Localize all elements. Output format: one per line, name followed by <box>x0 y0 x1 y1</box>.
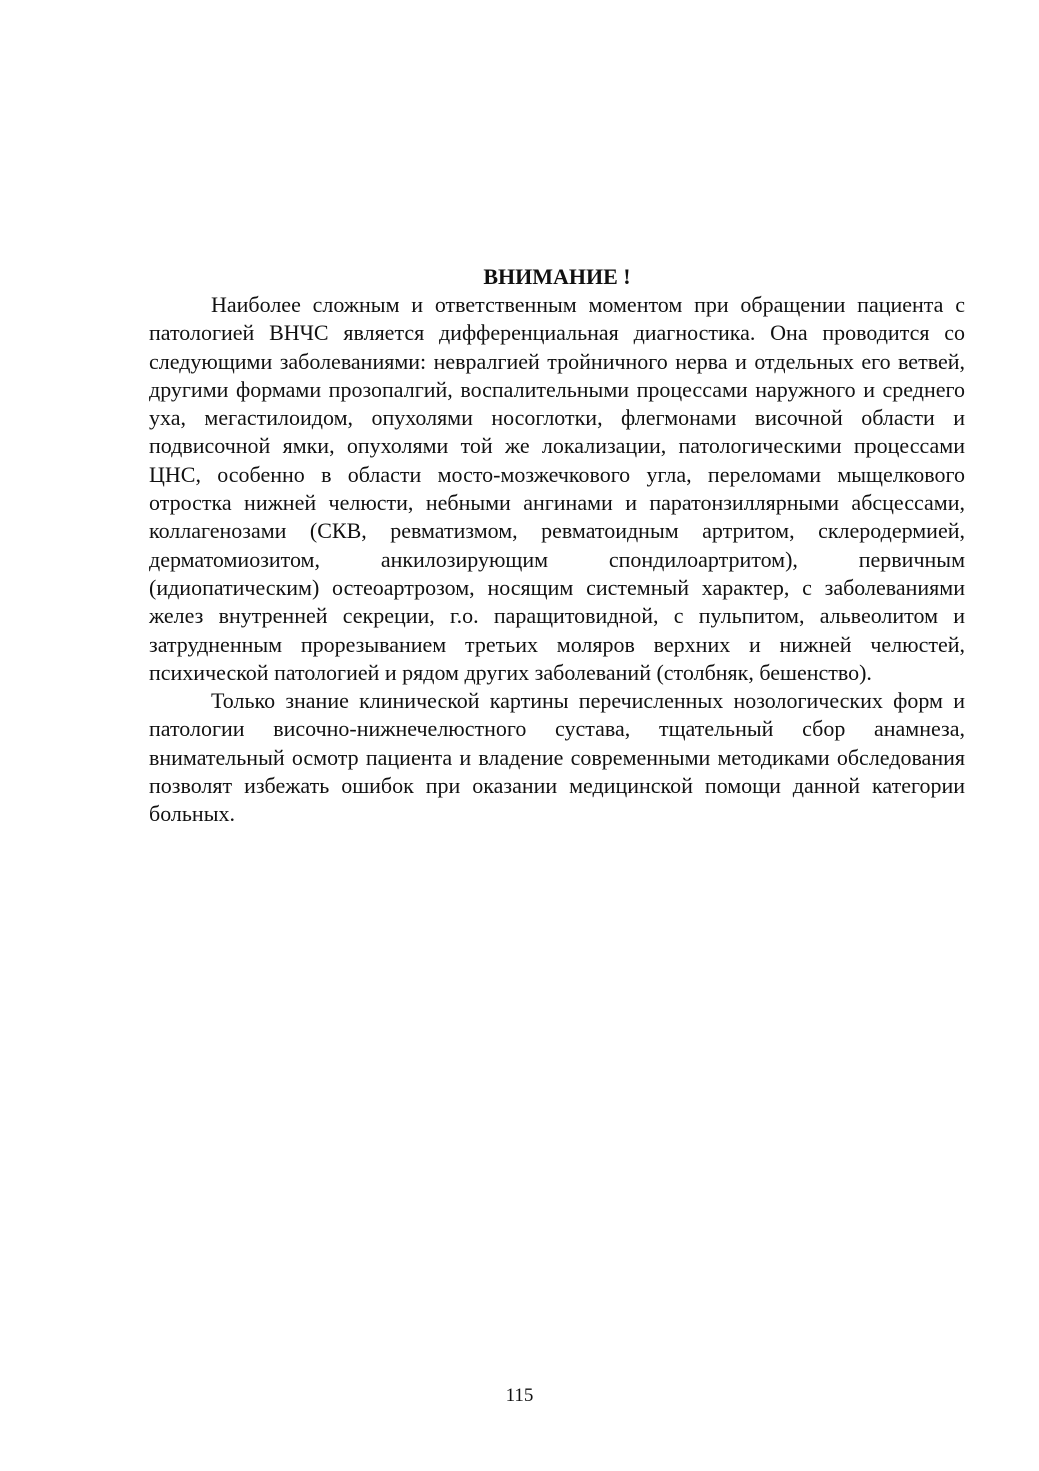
page-heading: ВНИМАНИЕ ! <box>483 264 631 289</box>
paragraph-conclusion: Только знание клинической картины перечисленных нозологических форм и патологии височно-нижнечелюстного сустава, тщательный сбор анамнеза, внимательный осмотр пациента и владение современными методиками обследования позволят избежать ошибок при оказании медицинской помощи данной категории больных. <box>149 688 965 827</box>
page-content <box>149 262 965 829</box>
page-number: 115 <box>505 1385 534 1406</box>
paragraph-differential-diagnosis: Наиболее сложным и ответственным моментом при обращении пациента с патологией ВНЧС является дифференциальная диагностика. Она проводится со следующими заболеваниями: невралгией тройничного нерва и отдельных его ветвей, другими формами прозопалгий, воспалительными процессами наружного и среднего уха, мегастилоидом, опухолями носоглотки, флегмонами височной области и подвисочной ямки, опухолями той же локализации, патологическими процессами ЦНС, особенно в области мосто-мозжечкового угла, переломами мыщелкового отростка нижней челюсти, небными ангинами и паратонзиллярными абсцессами, коллагенозами (СКВ, ревматизмом, ревматоидным артритом, склеродермией, дерматомиозитом, анкилозирующим спондилоартритом), первичным (идиопатическим) остеоартрозом, носящим системный характер, с заболеваниями желез внутренней секреции, г.о. паращитовидной, с пульпитом, альвеолитом и затрудненным прорезыванием третьих моляров верхних и нижней челюстей, психической патологией и рядом других заболеваний (столбняк, бешенство). <box>149 292 965 685</box>
